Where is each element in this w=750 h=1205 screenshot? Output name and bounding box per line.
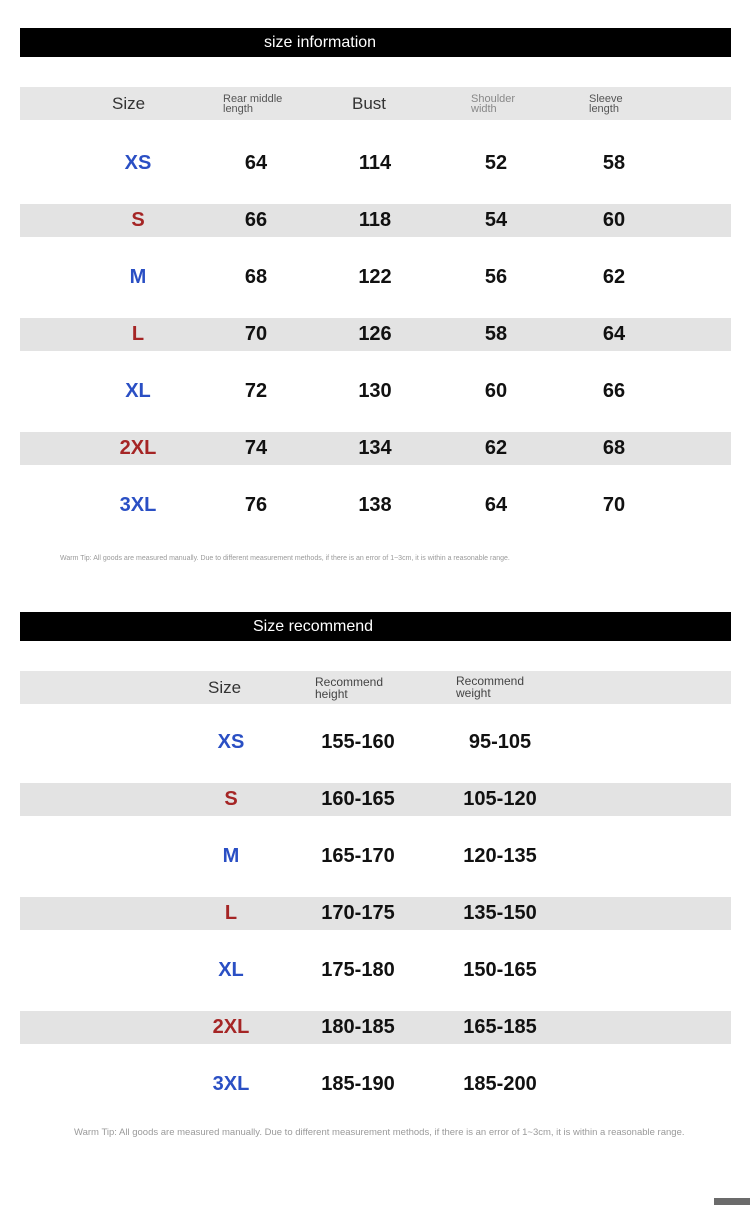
table-cell: 62 — [602, 266, 626, 288]
table-cell: 185-190 — [321, 1073, 395, 1095]
size-label: L — [224, 902, 238, 924]
size-recommend-banner — [20, 612, 731, 641]
table-cell: 70 — [602, 494, 626, 516]
table-cell: 76 — [244, 494, 268, 516]
header-sleeve-length: Sleeve length — [589, 93, 623, 115]
table-cell: 122 — [358, 266, 392, 288]
size-label: 2XL — [119, 437, 157, 459]
header-bust: Bust — [352, 94, 387, 113]
table-cell: 134 — [358, 437, 392, 459]
size-label: XL — [125, 380, 151, 402]
header-size: Size — [112, 94, 146, 113]
table-cell: 95-105 — [468, 731, 532, 753]
table-cell: 68 — [244, 266, 268, 288]
table-cell: 155-160 — [321, 731, 395, 753]
table-cell: 114 — [358, 152, 392, 174]
table-cell: 62 — [484, 437, 508, 459]
size-label: 3XL — [212, 1073, 250, 1095]
section-title: size information — [264, 34, 377, 51]
table-cell: 70 — [244, 323, 268, 345]
table-cell: 175-180 — [321, 959, 395, 981]
table-cell: 165-185 — [463, 1016, 537, 1038]
size-label: S — [224, 788, 238, 810]
table-header — [20, 87, 731, 120]
table-cell: 66 — [602, 380, 626, 402]
header-shoulder-width: Shoulder width — [471, 93, 516, 115]
table-cell: 170-175 — [321, 902, 395, 924]
table-cell: 118 — [358, 209, 392, 231]
header-rear-middle-length: Rear middle length — [223, 93, 283, 115]
table-cell: 185-200 — [463, 1073, 537, 1095]
size-information-banner — [20, 28, 731, 57]
table-cell: 72 — [244, 380, 268, 402]
table-cell: 165-170 — [321, 845, 395, 867]
table-cell: 135-150 — [463, 902, 537, 924]
size-label: XS — [124, 152, 152, 174]
table-cell: 130 — [358, 380, 392, 402]
table-cell: 150-165 — [463, 959, 537, 981]
corner-mark — [714, 1198, 750, 1205]
table-cell: 60 — [602, 209, 626, 231]
section-title: Size recommend — [253, 618, 374, 635]
table-cell: 126 — [358, 323, 392, 345]
warm-tip: Warm Tip: All goods are measured manually. Due to different measurement methods, if there is an error of 1~3cm, it is within a reasonable range. — [74, 1127, 685, 1138]
table-cell: 66 — [244, 209, 268, 231]
warm-tip: Warm Tip: All goods are measured manually. Due to different measurement methods, if there is an error of 1~3cm, it is within a reasonable range. — [60, 555, 510, 562]
table-cell: 64 — [244, 152, 268, 174]
table-cell: 54 — [484, 209, 508, 231]
header-recommend-height: Recommend height — [315, 675, 384, 701]
size-label: M — [129, 266, 147, 288]
table-header — [20, 671, 731, 704]
table-cell: 64 — [602, 323, 626, 345]
table-cell: 64 — [484, 494, 508, 516]
size-label: S — [131, 209, 145, 231]
header-size: Size — [208, 678, 242, 697]
size-label: 3XL — [119, 494, 157, 516]
size-label: XS — [217, 731, 245, 753]
table-cell: 138 — [358, 494, 392, 516]
header-recommend-weight: Recommend weight — [456, 674, 525, 700]
table-cell: 74 — [244, 437, 268, 459]
table-cell: 120-135 — [463, 845, 537, 867]
table-cell: 60 — [484, 380, 508, 402]
table-cell: 52 — [484, 152, 508, 174]
table-cell: 56 — [484, 266, 508, 288]
table-cell: 160-165 — [321, 788, 395, 810]
table-cell: 68 — [602, 437, 626, 459]
size-label: 2XL — [212, 1016, 250, 1038]
table-cell: 105-120 — [463, 788, 537, 810]
size-label: M — [222, 845, 240, 867]
table-cell: 58 — [484, 323, 508, 345]
size-label: XL — [218, 959, 244, 981]
table-cell: 58 — [602, 152, 626, 174]
table-cell: 180-185 — [321, 1016, 395, 1038]
size-label: L — [131, 323, 145, 345]
